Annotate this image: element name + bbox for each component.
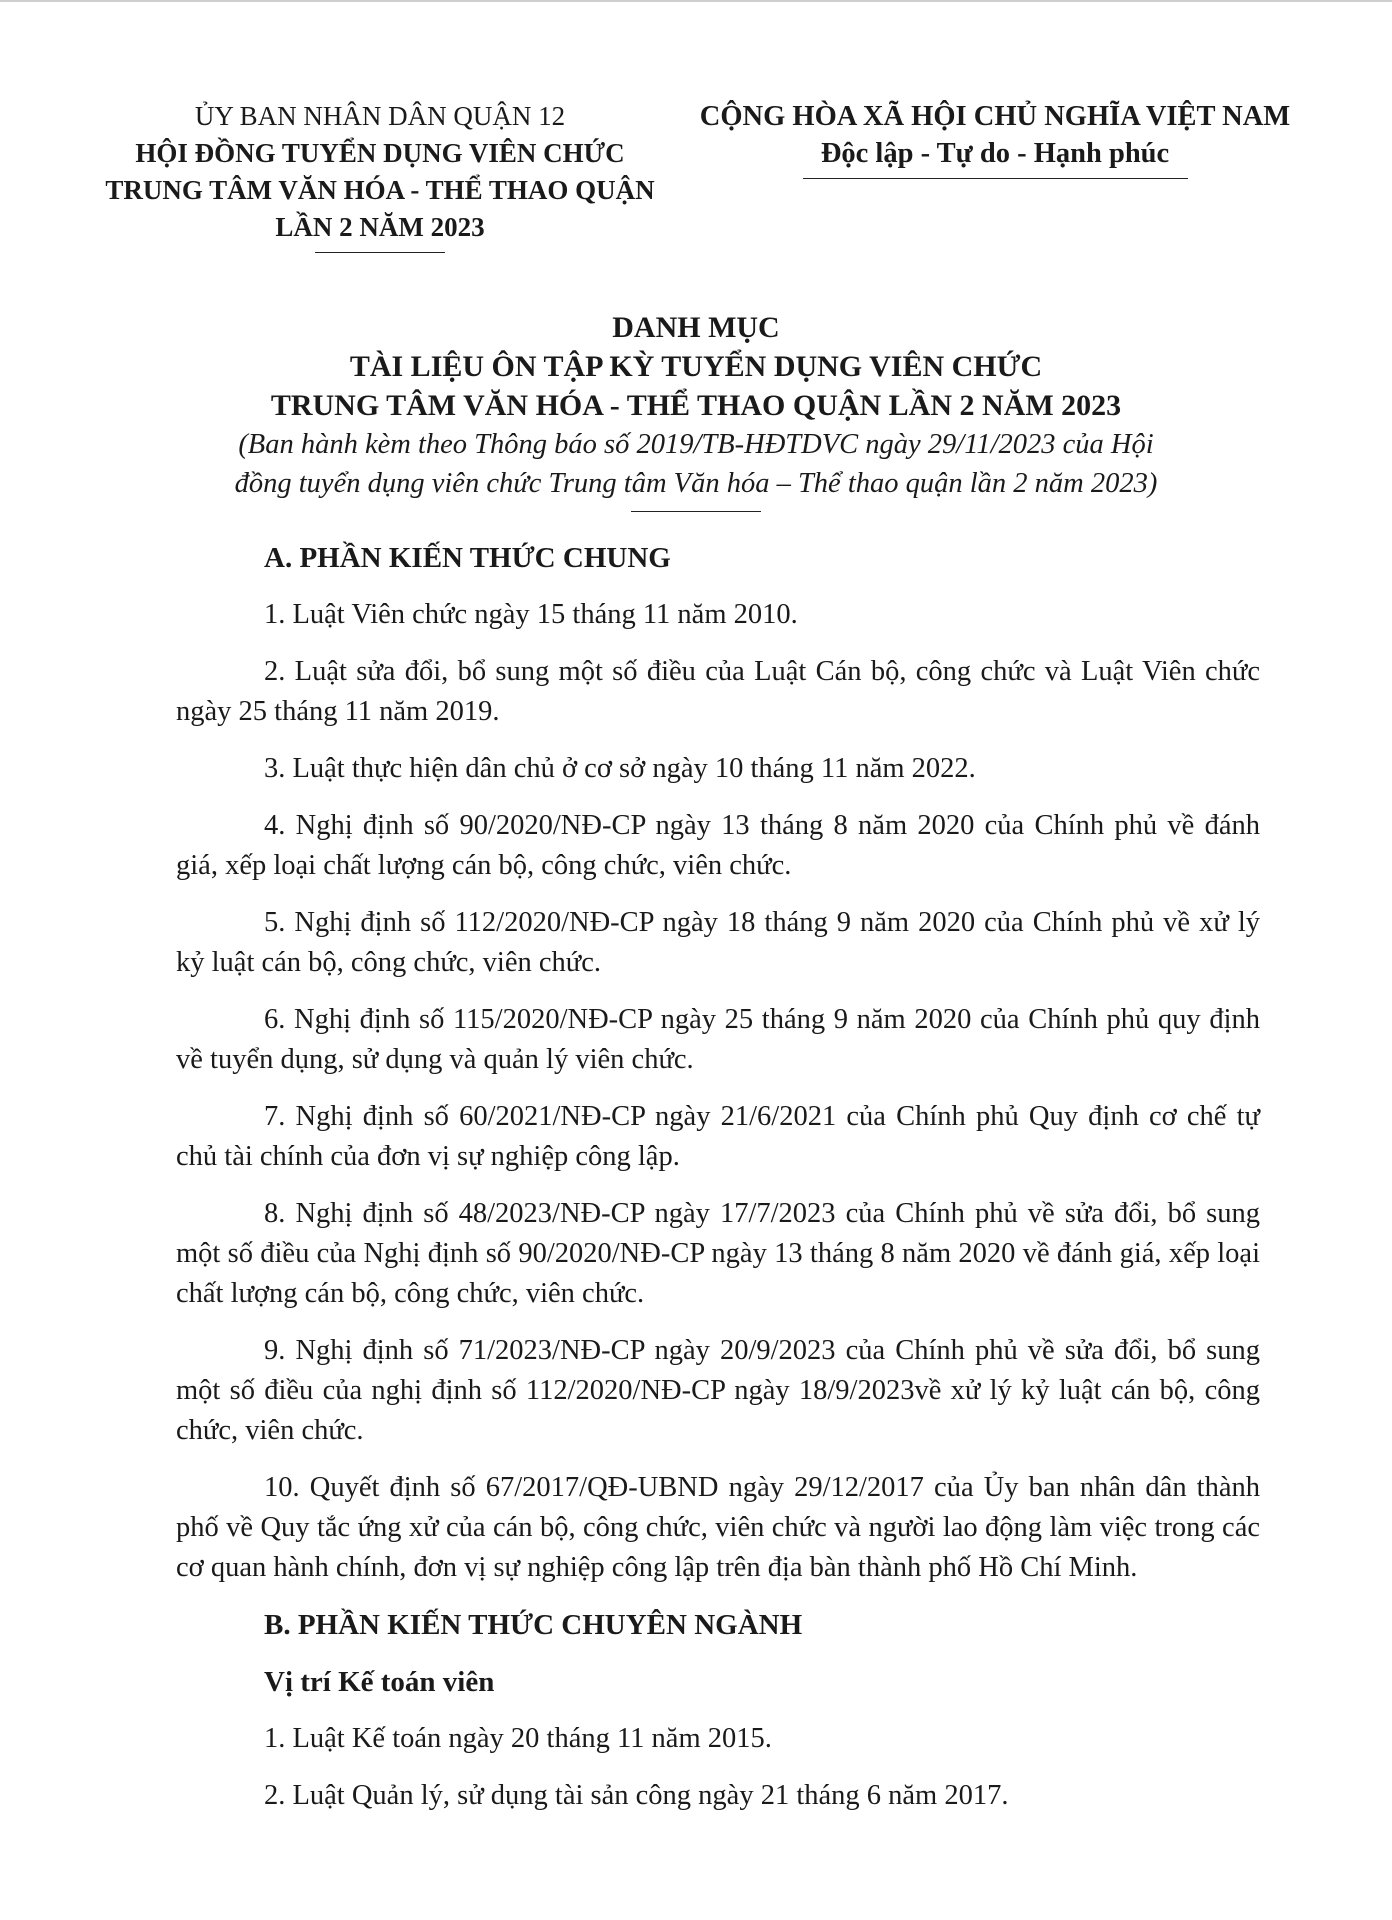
authority-line-4: LẦN 2 NĂM 2023 <box>275 212 485 242</box>
list-item: 1. Luật Kế toán ngày 20 tháng 11 năm 2015. <box>264 1723 772 1754</box>
list-item: 10. Quyết định số 67/2017/QĐ-UBND ngày 29/12/2017 của Ủy ban nhân dân thành phố về Quy tắc ứng xử của cán bộ, công chức, viên chức và người lao động làm việc trong các cơ quan hành chính, đơn vị sự nghiệp công lập trên địa bàn thành phố Hồ Chí Minh. <box>176 1472 1260 1583</box>
title-underline <box>631 511 761 512</box>
list-item: 4. Nghị định số 90/2020/NĐ-CP ngày 13 tháng 8 năm 2020 của Chính phủ về đánh giá, xếp loại chất lượng cán bộ, công chức, viên chức. <box>176 810 1260 881</box>
title-subtitle-2: đồng tuyển dụng viên chức Trung tâm Văn hóa – Thể thao quận lần 2 năm 2023) <box>234 468 1158 499</box>
authority-line-1: ỦY BAN NHÂN DÂN QUẬN 12 <box>194 101 566 131</box>
motto-underline <box>803 178 1188 179</box>
document-header <box>0 98 1392 258</box>
list-item: 9. Nghị định số 71/2023/NĐ-CP ngày 20/9/2023 của Chính phủ về sửa đổi, bổ sung một số điều của nghị định số 112/2020/NĐ-CP ngày 18/9/2023về xử lý kỷ luật cán bộ, công chức, viên chức. <box>176 1335 1260 1446</box>
page-top-edge <box>0 0 1392 2</box>
list-item: 1. Luật Viên chức ngày 15 tháng 11 năm 2010. <box>264 599 798 630</box>
list-item: 2. Luật sửa đổi, bổ sung một số điều của Luật Cán bộ, công chức và Luật Viên chức ngày 25 tháng 11 năm 2019. <box>176 656 1260 727</box>
section-b-subheading: Vị trí Kế toán viên <box>264 1666 495 1698</box>
title-line-2: TÀI LIỆU ÔN TẬP KỲ TUYỂN DỤNG VIÊN CHỨC <box>349 350 1043 383</box>
authority-line-2: HỘI ĐỒNG TUYỂN DỤNG VIÊN CHỨC <box>135 138 625 168</box>
list-item: 3. Luật thực hiện dân chủ ở cơ sở ngày 10 tháng 11 năm 2022. <box>264 753 976 784</box>
motto: Độc lập - Tự do - Hạnh phúc <box>820 138 1170 169</box>
document-title <box>120 308 1272 512</box>
list-item: 7. Nghị định số 60/2021/NĐ-CP ngày 21/6/2021 của Chính phủ Quy định cơ chế tự chủ tài chính của đơn vị sự nghiệp công lập. <box>176 1101 1260 1172</box>
section-a-heading: A. PHẦN KIẾN THỨC CHUNG <box>264 542 671 574</box>
list-item: 8. Nghị định số 48/2023/NĐ-CP ngày 17/7/2023 của Chính phủ về sửa đổi, bổ sung một số điều của Nghị định số 90/2020/NĐ-CP ngày 13 tháng 8 năm 2020 về đánh giá, xếp loại chất lượng cán bộ, công chức, viên chức. <box>176 1198 1260 1309</box>
title-line-1: DANH MỤC <box>612 311 780 344</box>
section-b-heading: B. PHẦN KIẾN THỨC CHUYÊN NGÀNH <box>264 1609 803 1641</box>
authority-underline <box>315 252 445 253</box>
national-motto <box>660 98 1330 179</box>
title-line-3: TRUNG TÂM VĂN HÓA - THỂ THAO QUẬN LẦN 2 NĂM 2023 <box>270 389 1122 422</box>
document-body <box>176 538 1260 1833</box>
list-item: 2. Luật Quản lý, sử dụng tài sản công ngày 21 tháng 6 năm 2017. <box>264 1780 1009 1811</box>
title-subtitle-1: (Ban hành kèm theo Thông báo số 2019/TB-HĐTDVC ngày 29/11/2023 của Hội <box>238 429 1154 460</box>
list-item: 6. Nghị định số 115/2020/NĐ-CP ngày 25 tháng 9 năm 2020 của Chính phủ quy định về tuyển dụng, sử dụng và quản lý viên chức. <box>176 1004 1260 1075</box>
list-item: 5. Nghị định số 112/2020/NĐ-CP ngày 18 tháng 9 năm 2020 của Chính phủ về xử lý kỷ luật cán bộ, công chức, viên chức. <box>176 907 1260 978</box>
country-name: CỘNG HÒA XÃ HỘI CHỦ NGHĨA VIỆT NAM <box>699 101 1291 132</box>
authority-line-3: TRUNG TÂM VĂN HÓA - THỂ THAO QUẬN <box>105 175 655 205</box>
issuing-authority <box>100 98 660 253</box>
